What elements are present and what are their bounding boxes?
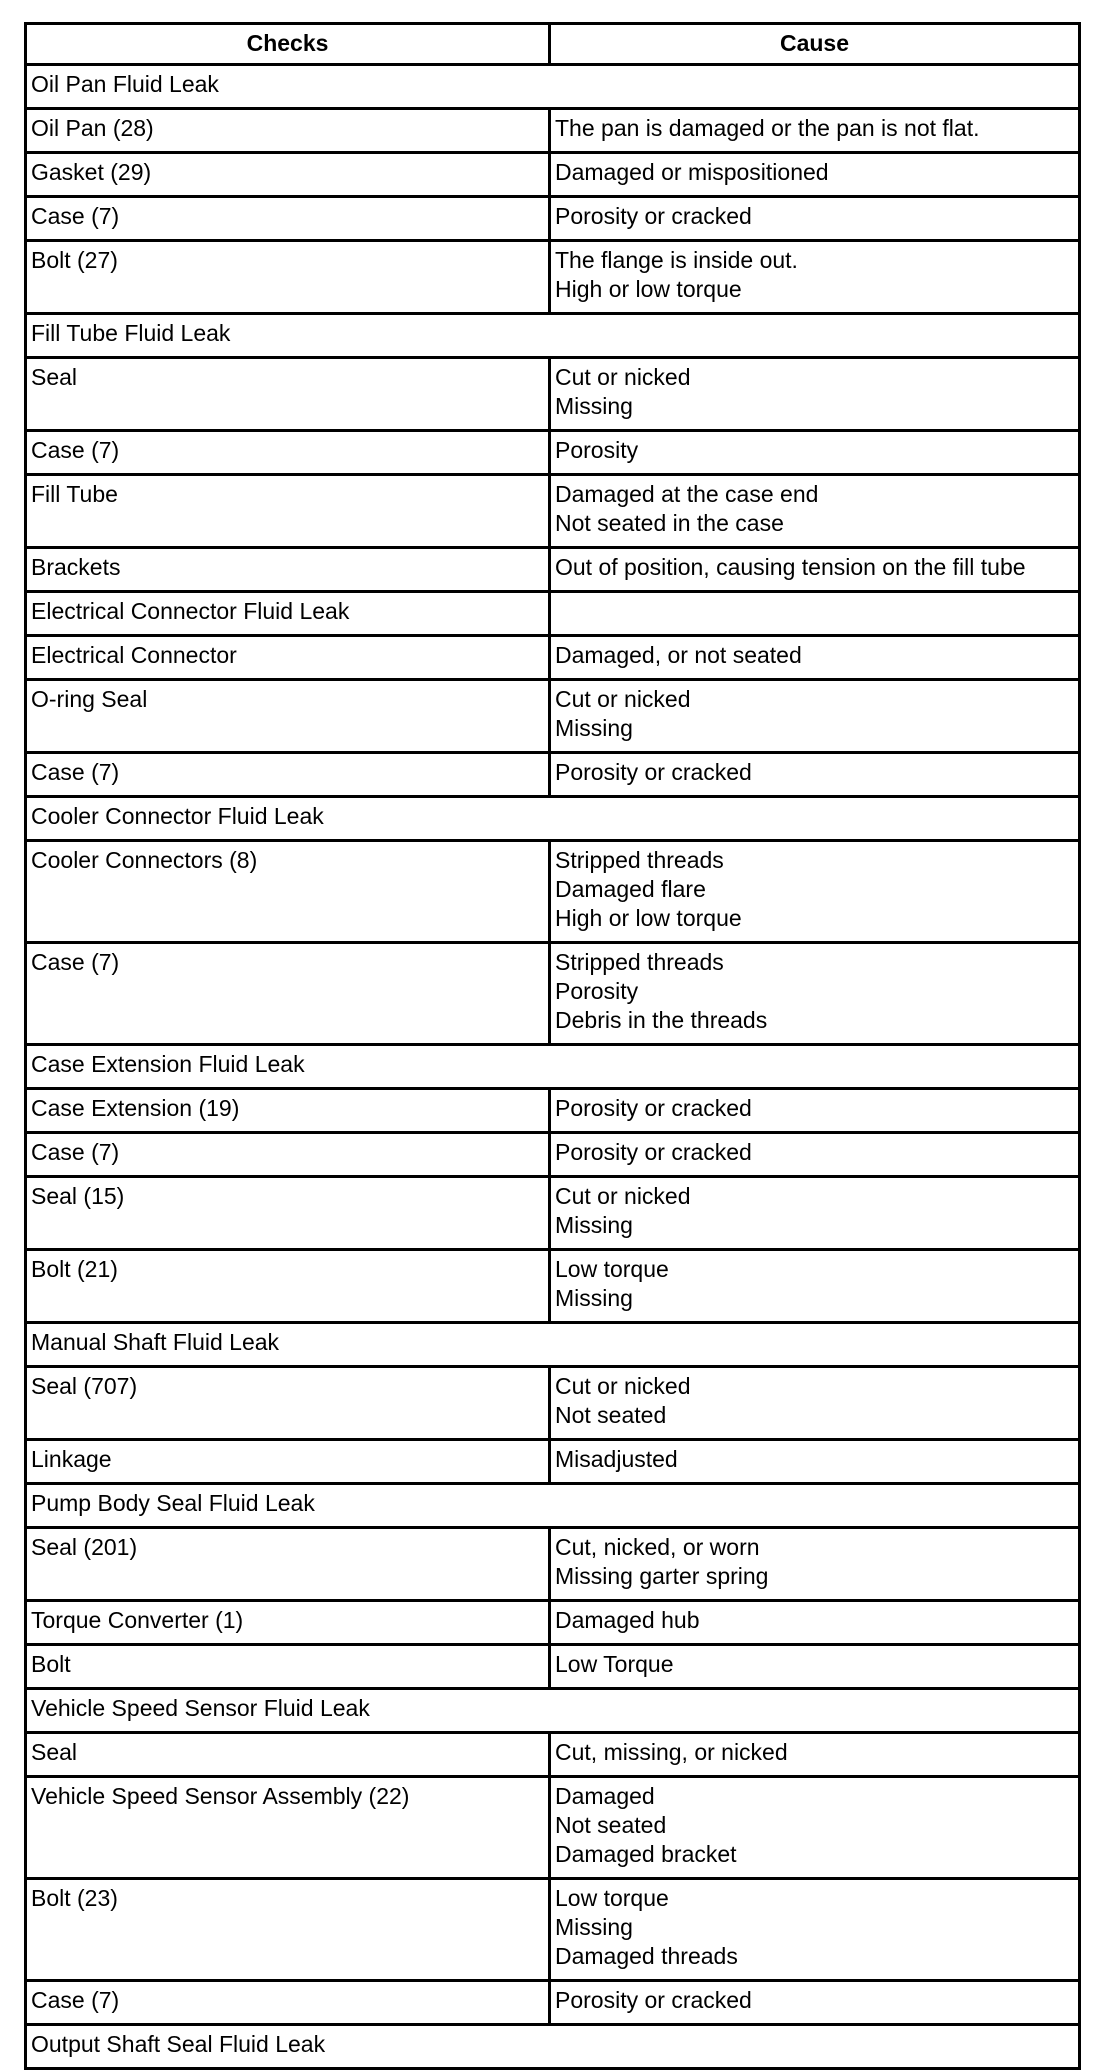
cause-line: Porosity or cracked — [555, 1139, 752, 1165]
check-cell: Bolt (21) — [26, 1250, 550, 1323]
cause-line: Missing — [555, 715, 633, 741]
cause-cell — [550, 475, 1080, 548]
check-cell: Case (7) — [26, 431, 550, 475]
cause-line: The pan is damaged or the pan is not flat. — [555, 115, 980, 141]
check-cell: Case (7) — [26, 197, 550, 241]
cause-cell — [550, 548, 1080, 592]
check-cell: Case (7) — [26, 943, 550, 1045]
cause-line: Cut, missing, or nicked — [555, 1739, 788, 1765]
table-row — [26, 1645, 1080, 1689]
check-cell: Brackets — [26, 548, 550, 592]
table-row — [26, 475, 1080, 548]
cause-cell — [550, 431, 1080, 475]
cause-cell — [550, 109, 1080, 153]
check-cell: Case (7) — [26, 1981, 550, 2025]
table-row — [26, 753, 1080, 797]
cause-line: Damaged — [555, 1783, 655, 1809]
check-cell: Gasket (29) — [26, 153, 550, 197]
cause-line: Missing — [555, 1914, 633, 1940]
cause-line: Damaged flare — [555, 876, 706, 902]
table-row — [26, 431, 1080, 475]
cause-cell — [550, 1133, 1080, 1177]
cause-line: The flange is inside out. — [555, 247, 798, 273]
table-row — [26, 1879, 1080, 1981]
cause-line: Damaged hub — [555, 1607, 700, 1633]
cause-cell — [550, 1645, 1080, 1689]
cause-cell — [550, 841, 1080, 943]
cause-cell — [550, 680, 1080, 753]
cause-line: Porosity or cracked — [555, 1987, 752, 2013]
table-row — [26, 1133, 1080, 1177]
table-row — [26, 1528, 1080, 1601]
section-row — [26, 797, 1080, 841]
empty-cause-cell — [550, 592, 1080, 636]
cause-line: Low torque — [555, 1885, 669, 1911]
cause-cell — [550, 241, 1080, 314]
cause-cell — [550, 753, 1080, 797]
check-cell: Bolt (23) — [26, 1879, 550, 1981]
cause-line: Cut or nicked — [555, 364, 691, 390]
cause-line: Misadjusted — [555, 1446, 678, 1472]
check-cell: Linkage — [26, 1440, 550, 1484]
check-cell: Seal — [26, 358, 550, 431]
table-row — [26, 680, 1080, 753]
cause-cell — [550, 1177, 1080, 1250]
check-cell: Bolt (27) — [26, 241, 550, 314]
table-row — [26, 636, 1080, 680]
section-title: Case Extension Fluid Leak — [26, 1045, 1080, 1089]
section-title: Electrical Connector Fluid Leak — [26, 592, 550, 636]
section-title: Cooler Connector Fluid Leak — [26, 797, 1080, 841]
cause-line: Debris in the threads — [555, 1007, 768, 1033]
table-row — [26, 1367, 1080, 1440]
cause-cell — [550, 1528, 1080, 1601]
cause-cell — [550, 1879, 1080, 1981]
check-cell: Bolt — [26, 1645, 550, 1689]
leak-diagnosis-table — [24, 22, 1081, 2070]
check-cell: Cooler Connectors (8) — [26, 841, 550, 943]
table-row — [26, 153, 1080, 197]
cause-line: Porosity or cracked — [555, 759, 752, 785]
table-row — [26, 1777, 1080, 1879]
table-row — [26, 1250, 1080, 1323]
cause-line: Cut, nicked, or worn — [555, 1534, 760, 1560]
section-row — [26, 1689, 1080, 1733]
table-row — [26, 241, 1080, 314]
check-cell: Fill Tube — [26, 475, 550, 548]
cause-line: Porosity or cracked — [555, 203, 752, 229]
table-row — [26, 1177, 1080, 1250]
cause-column-header: Cause — [550, 24, 1080, 65]
table-row — [26, 943, 1080, 1045]
section-row — [26, 1045, 1080, 1089]
cause-line: Porosity or cracked — [555, 1095, 752, 1121]
check-cell: Electrical Connector — [26, 636, 550, 680]
table-row — [26, 1089, 1080, 1133]
table-row — [26, 1981, 1080, 2025]
cause-cell — [550, 1601, 1080, 1645]
cause-line: Porosity — [555, 978, 639, 1004]
cause-line: Missing — [555, 1285, 633, 1311]
cause-line: High or low torque — [555, 276, 742, 302]
table-header-row — [26, 24, 1080, 65]
cause-cell — [550, 1250, 1080, 1323]
section-title: Pump Body Seal Fluid Leak — [26, 1484, 1080, 1528]
cause-cell — [550, 1089, 1080, 1133]
cause-line: Not seated in the case — [555, 510, 784, 536]
cause-line: Damaged bracket — [555, 1841, 737, 1867]
cause-line: High or low torque — [555, 905, 742, 931]
cause-line: Not seated — [555, 1812, 667, 1838]
check-cell: Vehicle Speed Sensor Assembly (22) — [26, 1777, 550, 1879]
table-body — [26, 65, 1080, 2069]
check-cell: Case Extension (19) — [26, 1089, 550, 1133]
cause-line: Missing — [555, 393, 633, 419]
check-cell: Case (7) — [26, 753, 550, 797]
cause-line: Porosity — [555, 437, 639, 463]
section-row — [26, 314, 1080, 358]
table-row — [26, 1733, 1080, 1777]
checks-column-header: Checks — [26, 24, 550, 65]
section-title: Vehicle Speed Sensor Fluid Leak — [26, 1689, 1080, 1733]
cause-line: Damaged, or not seated — [555, 642, 802, 668]
cause-line: Out of position, causing tension on the fill tube — [555, 554, 1026, 580]
cause-line: Damaged or mispositioned — [555, 159, 829, 185]
cause-cell — [550, 197, 1080, 241]
section-row — [26, 1484, 1080, 1528]
cause-cell — [550, 1981, 1080, 2025]
cause-cell — [550, 1440, 1080, 1484]
section-row — [26, 2025, 1080, 2069]
table-row — [26, 841, 1080, 943]
check-cell: Seal (201) — [26, 1528, 550, 1601]
cause-cell — [550, 358, 1080, 431]
cause-line: Cut or nicked — [555, 686, 691, 712]
section-row — [26, 592, 1080, 636]
cause-line: Stripped threads — [555, 847, 724, 873]
section-title: Manual Shaft Fluid Leak — [26, 1323, 1080, 1367]
table-row — [26, 1601, 1080, 1645]
cause-cell — [550, 943, 1080, 1045]
table-row — [26, 197, 1080, 241]
check-cell: O-ring Seal — [26, 680, 550, 753]
section-title: Oil Pan Fluid Leak — [26, 65, 1080, 109]
cause-line: Cut or nicked — [555, 1183, 691, 1209]
cause-cell — [550, 636, 1080, 680]
section-title: Fill Tube Fluid Leak — [26, 314, 1080, 358]
cause-line: Low torque — [555, 1256, 669, 1282]
cause-line: Missing — [555, 1212, 633, 1238]
table-row — [26, 358, 1080, 431]
cause-line: Low Torque — [555, 1651, 674, 1677]
cause-cell — [550, 1777, 1080, 1879]
section-title: Output Shaft Seal Fluid Leak — [26, 2025, 1080, 2069]
check-cell: Torque Converter (1) — [26, 1601, 550, 1645]
check-cell: Seal (707) — [26, 1367, 550, 1440]
cause-line: Damaged threads — [555, 1943, 738, 1969]
cause-cell — [550, 1367, 1080, 1440]
cause-cell — [550, 153, 1080, 197]
check-cell: Case (7) — [26, 1133, 550, 1177]
check-cell: Oil Pan (28) — [26, 109, 550, 153]
check-cell: Seal (15) — [26, 1177, 550, 1250]
cause-line: Stripped threads — [555, 949, 724, 975]
section-row — [26, 1323, 1080, 1367]
check-cell: Seal — [26, 1733, 550, 1777]
cause-line: Not seated — [555, 1402, 667, 1428]
cause-line: Damaged at the case end — [555, 481, 819, 507]
table-row — [26, 109, 1080, 153]
table-row — [26, 548, 1080, 592]
cause-line: Missing garter spring — [555, 1563, 769, 1589]
section-row — [26, 65, 1080, 109]
cause-cell — [550, 1733, 1080, 1777]
cause-line: Cut or nicked — [555, 1373, 691, 1399]
table-row — [26, 1440, 1080, 1484]
